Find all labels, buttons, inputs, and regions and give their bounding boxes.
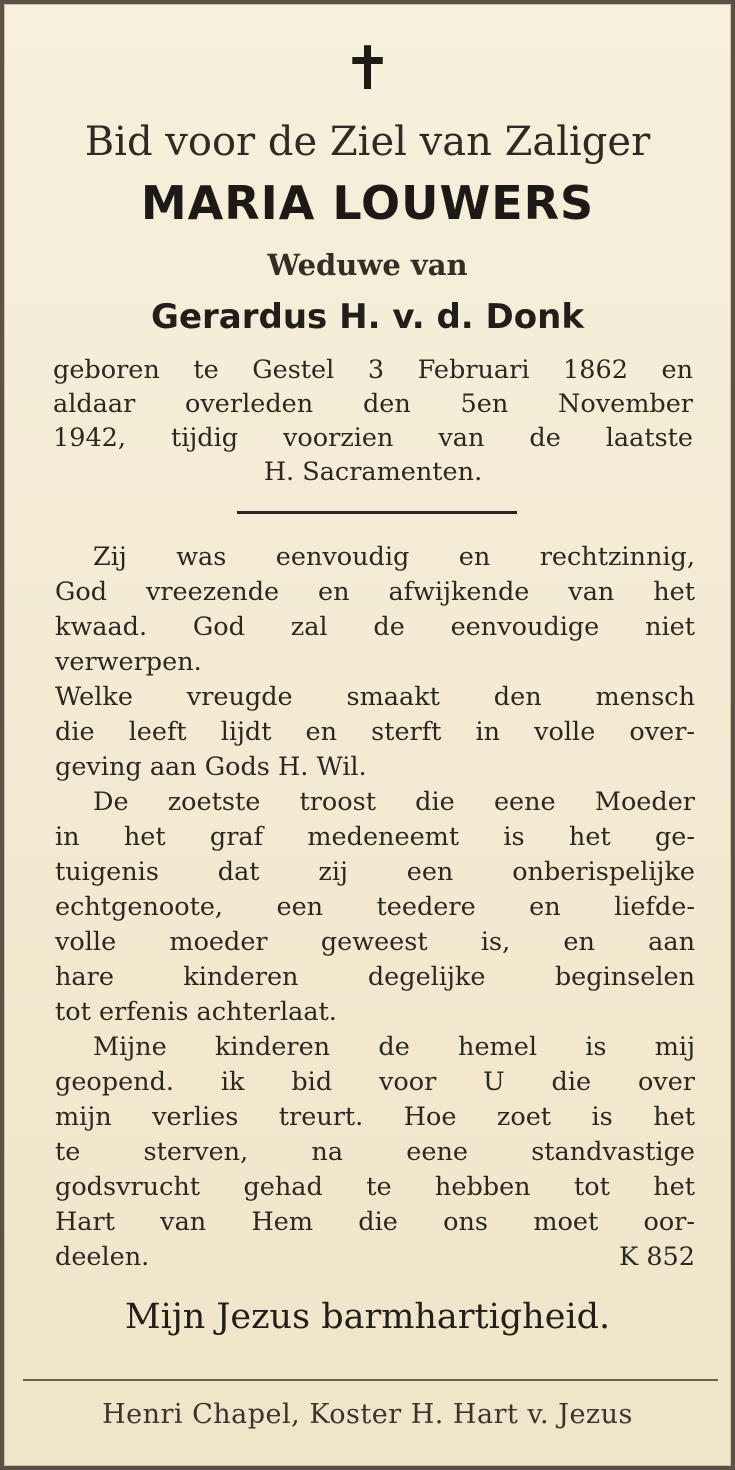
text-line: Zij was eenvoudig en rechtzinnig, bbox=[93, 542, 695, 572]
text-line: God vreezende en afwijkende van het bbox=[55, 577, 695, 607]
bio-line: H. Sacramenten. bbox=[263, 457, 483, 487]
memorial-text bbox=[55, 540, 695, 1275]
text-line: tot erfenis achterlaat. bbox=[55, 997, 337, 1027]
bio-line: geboren te Gestel 3 Februari 1862 en bbox=[53, 355, 693, 385]
final-line bbox=[55, 1240, 695, 1275]
text-line: te sterven, na eene standvastige bbox=[55, 1137, 695, 1167]
printer-credit: Henri Chapel, Koster H. Hart v. Jezus bbox=[102, 1399, 633, 1430]
bio-line: 1942, tijdig voorzien van de laatste bbox=[53, 423, 693, 453]
text-line: tuigenis dat zij een onberispelijke bbox=[55, 857, 695, 887]
text-line: Welke vreugde smaakt den mensch bbox=[55, 682, 695, 712]
memorial-card bbox=[4, 4, 731, 1466]
bio-line: aldaar overleden den 5en November bbox=[53, 389, 693, 419]
divider bbox=[237, 511, 517, 514]
card-code: K 852 bbox=[619, 1242, 695, 1272]
text-line: godsvrucht gehad te hebben tot het bbox=[55, 1172, 695, 1202]
cross-icon: ✝ bbox=[342, 34, 393, 104]
text-line: De zoetste troost die eene Moeder bbox=[93, 787, 695, 817]
widow-of-label: Weduwe van bbox=[267, 248, 468, 282]
text-line: hare kinderen degelijke beginselen bbox=[55, 962, 695, 992]
text-line: die leeft lijdt en sterft in volle over- bbox=[55, 717, 695, 747]
text-line: Hart van Hem die ons moet oor- bbox=[55, 1207, 695, 1237]
text-line: kwaad. God zal de eenvoudige niet bbox=[55, 612, 695, 642]
prayer-intro: Bid voor de Ziel van Zaliger bbox=[84, 119, 651, 165]
text-line: Mijne kinderen de hemel is mij bbox=[93, 1032, 695, 1062]
bottom-divider bbox=[23, 1379, 718, 1381]
text-line: echtgenoote, een teedere en liefde- bbox=[55, 892, 695, 922]
text-line: verwerpen. bbox=[55, 647, 202, 677]
husband-name: Gerardus H. v. d. Donk bbox=[151, 297, 584, 337]
text-line: geving aan Gods H. Wil. bbox=[55, 752, 367, 782]
text-line: deelen. bbox=[55, 1242, 150, 1272]
closing-prayer: Mijn Jezus barmhartigheid. bbox=[124, 1297, 611, 1337]
text-line: volle moeder geweest is, en aan bbox=[55, 927, 695, 957]
biography bbox=[53, 353, 693, 489]
deceased-name: MARIA LOUWERS bbox=[140, 176, 595, 230]
text-line: mijn verlies treurt. Hoe zoet is het bbox=[55, 1102, 695, 1132]
text-line: in het graf medeneemt is het ge- bbox=[55, 822, 695, 852]
text-line: geopend. ik bid voor U die over bbox=[55, 1067, 695, 1097]
